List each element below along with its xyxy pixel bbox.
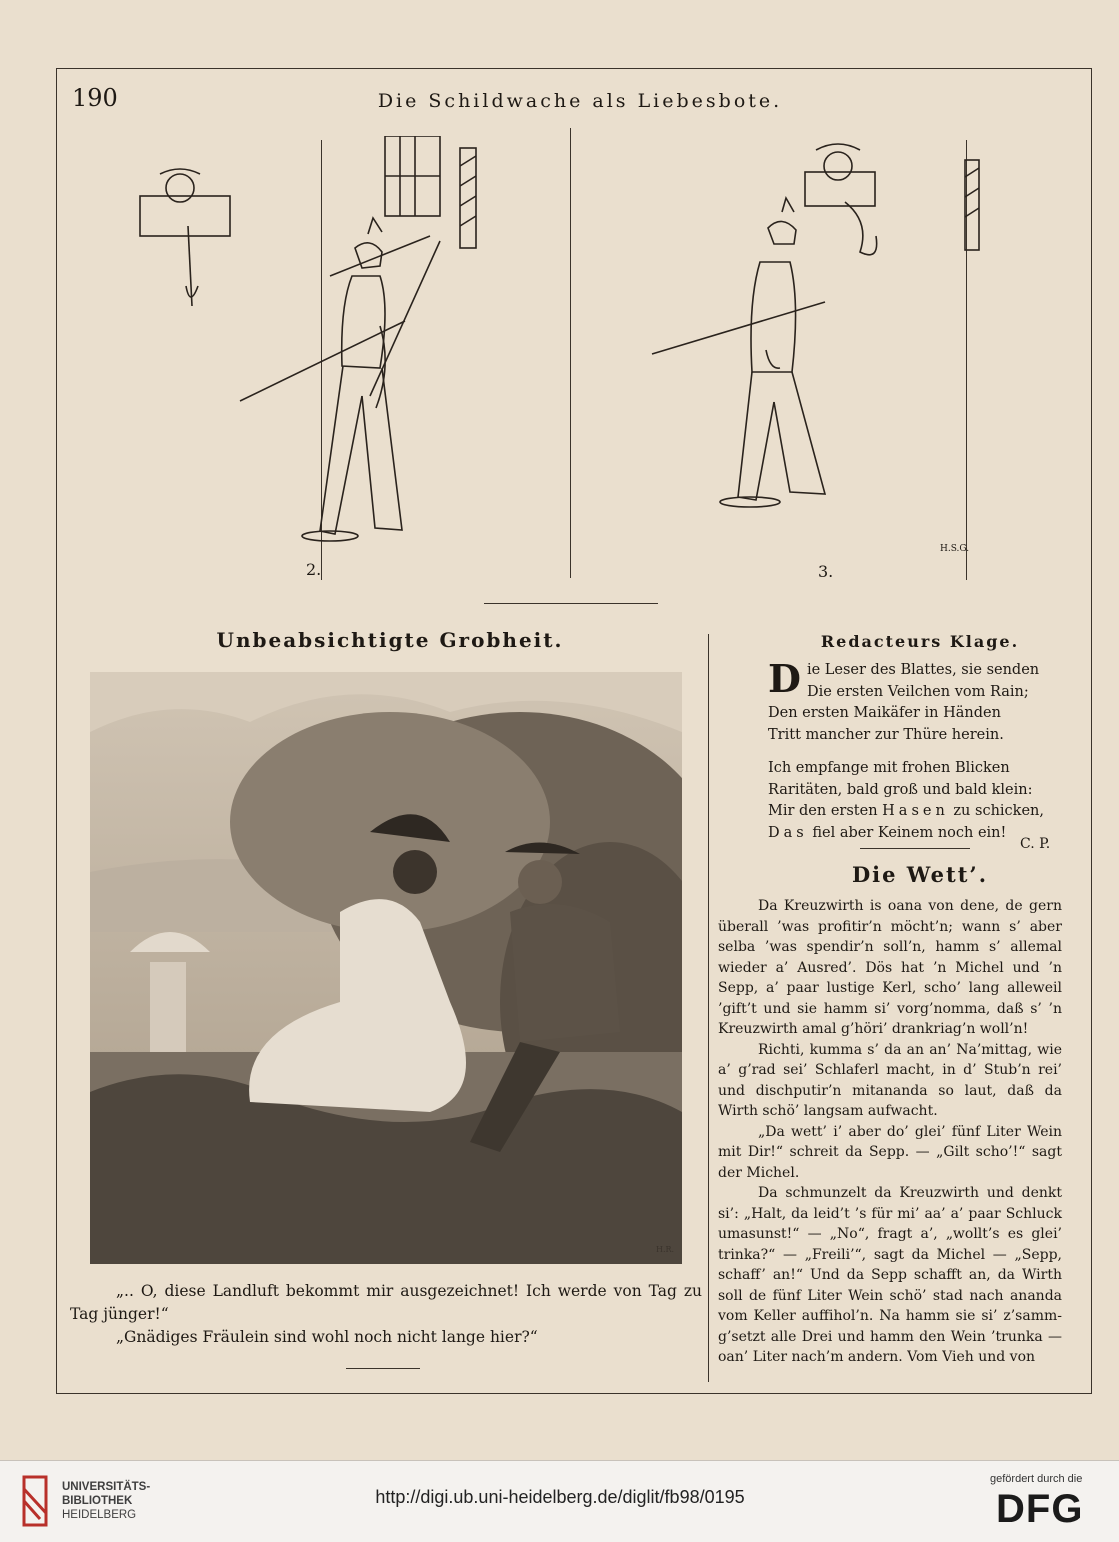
poem-title: Redacteurs Klage. (820, 632, 1020, 651)
garden-scene-image (90, 672, 682, 1264)
story-paragraph: „Da wett’ i’ aber do’ glei’ fünf Liter Wein mit Dir!“ schreit da Sepp. — „Gilt scho’!“ sagt der Michel. (718, 1123, 1062, 1181)
figure-number-2: 2. (306, 560, 322, 579)
figure-number-3: 3. (818, 562, 834, 581)
story-title: Die Wett’. (851, 862, 989, 887)
caption-block (70, 1280, 702, 1349)
story-body (718, 896, 1062, 1368)
poem-spaced-word: Hasen (882, 803, 949, 819)
institution-line: HEIDELBERG (62, 1509, 137, 1521)
poem-line: Den ersten Maikäfer in Händen (768, 705, 1001, 721)
article-title-grobheit: Unbeabsichtigte Grobheit. (216, 628, 564, 652)
poem-signature: C. P. (1020, 836, 1051, 852)
sentry-drawing-2 (130, 136, 490, 546)
poem-spaced-word: Das (768, 824, 808, 841)
poem-line: ie Leser des Blattes, sie senden (806, 662, 1040, 678)
university-logo-icon (20, 1475, 50, 1527)
institution-name (62, 1480, 150, 1522)
illustration-panel-2 (130, 136, 490, 546)
halftone-illustration (90, 672, 682, 1264)
top-separator (484, 603, 658, 604)
column-divider (708, 634, 709, 1382)
illustration-panel-3 (640, 132, 980, 532)
sentry-drawing-3 (640, 132, 980, 532)
poem-text: Mir den ersten (768, 803, 883, 819)
bottom-separator (346, 1368, 420, 1369)
institution-line: BIBLIOTHEK (62, 1495, 133, 1507)
poem-text: fiel aber Keinem noch ein! (807, 824, 1007, 841)
caption-line-2: „Gnädiges Fräulein sind wohl noch nicht lange hier?“ (116, 1328, 538, 1346)
institution-line: UNIVERSITÄTS- (62, 1481, 151, 1493)
dfg-logo: DFG (996, 1487, 1084, 1531)
poem-body (768, 656, 1068, 844)
poem-text: zu schicken, (948, 803, 1044, 819)
poem-line: Raritäten, bald groß und bald klein: (768, 781, 1033, 798)
panel-border-middle (570, 128, 571, 578)
poem-line: Tritt mancher zur Thüre herein. (768, 726, 1004, 743)
poem-line (768, 801, 1068, 823)
running-head: Die Schildwache als Liebesbote. (377, 90, 783, 112)
dropcap: D (768, 656, 801, 701)
story-paragraph: Richti, kumma s’ da an an’ Na’mittag, wie a’ g’rad sei’ Schlaferl macht, in d’ Stub’n rei’ und dischputir’n mitananda so laut, daß da Wirth schö’ langsam aufwacht. (718, 1041, 1062, 1119)
poem-line: Die ersten Veilchen vom Rain; (806, 683, 1029, 700)
page-number: 190 (72, 84, 118, 112)
poem-line: Ich empfange mit frohen Blicken (768, 760, 1010, 776)
artist-mark: H.S.G. (940, 544, 970, 554)
story-paragraph: Da Kreuzwirth is oana von dene, de gern überall ’was profitir’n möcht’n; wann s’ aber selba ’was spendir’n soll’n, hamm s’ allemal wieder a’ Ausred’. Dös hat ’n Michel und ’n Sepp, a’ paar lustige Kerl, scho’ lang alleweil ’gift’t und sie hamm si’ vorg’nomma, daß s’ ’n Kreuzwirth amal g’höri’ drankriag’n woll’n! (718, 898, 1062, 1037)
source-url-link[interactable]: http://digi.ub.uni-heidelberg.de/diglit/fb98/0195 (375, 1487, 745, 1507)
photo-signature: H.R. (656, 1245, 675, 1254)
story-paragraph: Da schmunzelt da Kreuzwirth und denkt si’: „Halt, da leid’t ’s für mi’ aa’ a’ paar Schluck umasunst!“ — „No“, fragt a’, „wollt’s es glei’ trinka?“ — „Freili’“, sagt da Michel — „Sepp, schaff’ an!“ Und da Sepp schafft an, da Wirth soll de fünf Liter Wein schö’ stad nach ananda vom Keller auffihol’n. Na hamm sie si’ z’samm-g’setzt alle Drei und hamm den Wein ’trunka — oan’ Liter nach’m andern. Vom Vieh und von (718, 1185, 1062, 1365)
funded-by-label: gefördert durch die (990, 1473, 1083, 1485)
footer-bar (0, 1460, 1119, 1542)
caption-line-1: „.. O, diese Landluft bekommt mir ausgezeichnet! Ich werde von Tag zu Tag jünger!“ (70, 1282, 702, 1323)
poem-separator (860, 848, 970, 849)
